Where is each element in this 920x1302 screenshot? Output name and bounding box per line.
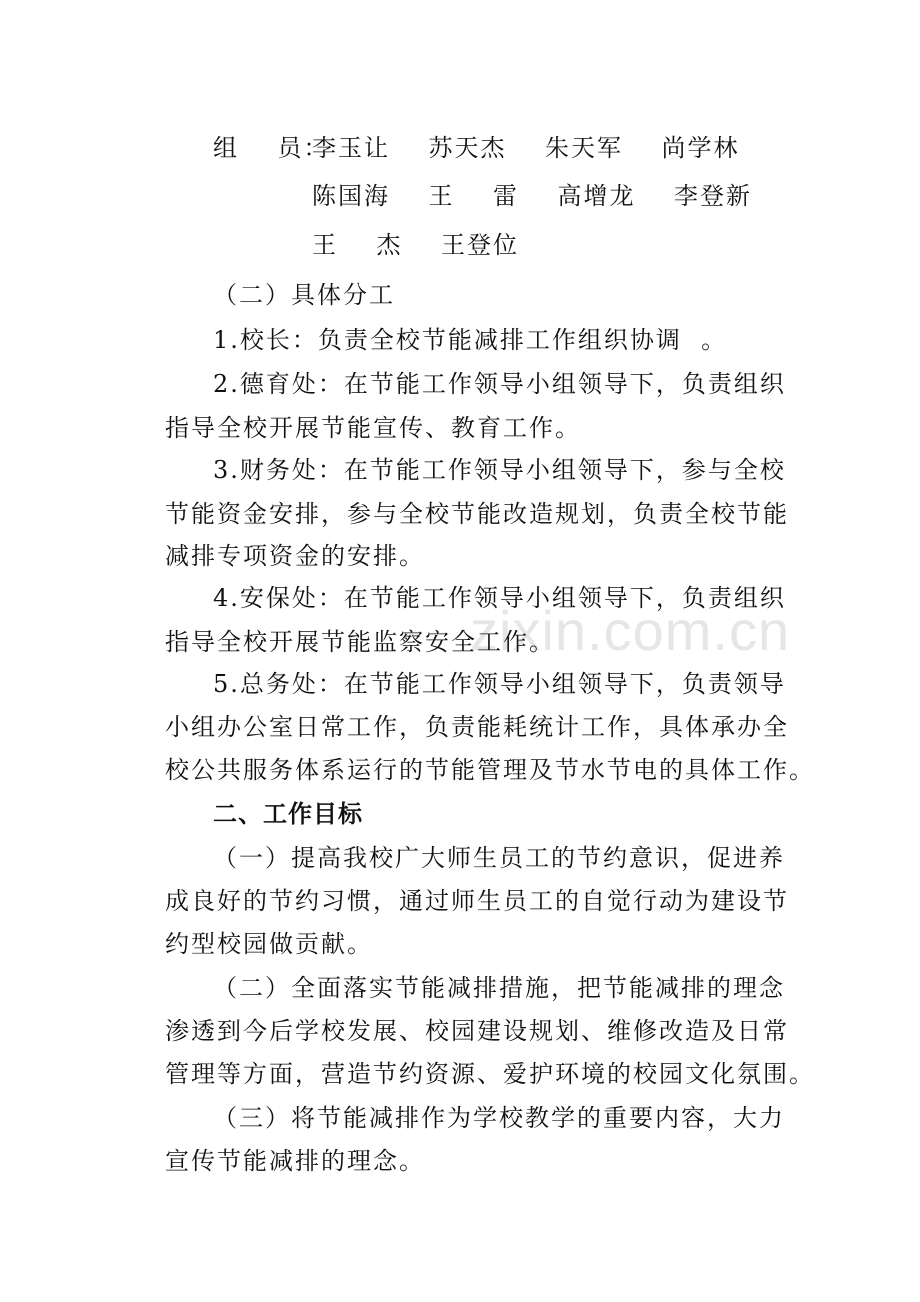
goal-2-line-2: 渗透到今后学校发展、校园建设规划、维修改造及日常 [165, 1017, 789, 1045]
division-item-2-line-1: 2.德育处：在节能工作领导小组领导下，负责组织 [213, 370, 786, 398]
division-item-3-line-3: 减排专项资金的安排。 [165, 542, 425, 570]
division-item-2-line-2: 指导全校开展节能宣传、教育工作。 [165, 414, 581, 442]
division-item-3-line-1: 3.财务处：在节能工作领导小组领导下，参与全校 [213, 456, 786, 484]
division-item-1: 1.校长：负责全校节能减排工作组织协调 。 [213, 326, 728, 354]
division-item-3-line-2: 节能资金安排，参与全校节能改造规划，负责全校节能 [165, 500, 789, 528]
division-item-4-line-1: 4.安保处：在节能工作领导小组领导下，负责组织 [213, 584, 786, 612]
goals-heading: 二、工作目标 [213, 800, 363, 828]
division-item-5-line-3: 校公共服务体系运行的节能管理及节水节电的具体工作。 [165, 756, 815, 784]
goal-1-line-2: 成良好的节约习惯，通过师生员工的自觉行动为建设节 [165, 887, 789, 915]
division-heading: （二）具体分工 [213, 281, 395, 309]
goal-1-line-1: （一）提高我校广大师生员工的节约意识，促进养 [213, 844, 785, 872]
members-label: 组 员： [213, 134, 330, 162]
division-item-5-line-2: 小组办公室日常工作，负责能耗统计工作，具体承办全 [165, 713, 789, 741]
members-row-3: 王 杰 王登位 [312, 231, 520, 259]
division-item-4-line-2: 指导全校开展节能监察安全工作。 [165, 628, 555, 656]
division-item-5-line-1: 5.总务处：在节能工作领导小组领导下，负责领导 [213, 670, 786, 698]
goal-3-line-1: （三）将节能减排作为学校教学的重要内容，大力 [213, 1104, 785, 1132]
members-row-2: 陈国海 王 雷 高增龙 李登新 [312, 182, 753, 210]
goal-2-line-3: 管理等方面，营造节约资源、爱护环境的校园文化氛围。 [165, 1060, 815, 1088]
goal-3-line-2: 宣传节能减排的理念。 [165, 1147, 425, 1175]
watermark: zixin.com.cn [470, 599, 791, 662]
goal-1-line-3: 约型校园做贡献。 [165, 930, 373, 958]
members-row-1: 李玉让 苏天杰 朱天军 尚学林 [312, 134, 740, 162]
goal-2-line-1: （二）全面落实节能减排措施，把节能减排的理念 [213, 974, 785, 1002]
